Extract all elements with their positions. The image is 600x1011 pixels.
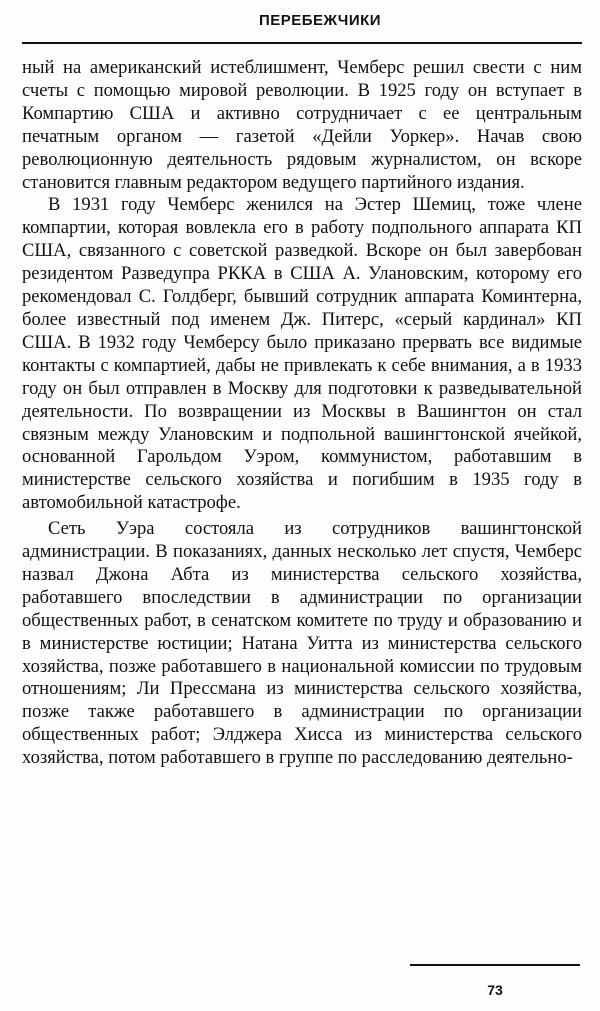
running-head: ПЕРЕБЕЖЧИКИ: [258, 12, 382, 29]
paragraph-chambers-recruitment: В 1931 году Чемберс женился на Эстер Шемиц, тоже члене компартии, которая вовлекла его в работу подпольного аппарата КП США, связанного с советской разведкой. Вскоре он был завербован резидентом Разведупра РККА в США А. Улановским, которому его рекомендовал С. Голдберг, бывший сотрудник аппарата Коминтерна, более известный под именем Дж. Питерс, «серый кардинал» КП США. В 1932 году Чемберсу было приказано прервать все видимые контакты с компартией, дабы не привлекать к себе внимания, а в 1933 году он был отправлен в Москву для подготовки к разведывательной деятельности. По возвращении из Москвы в Вашингтон он стал связным между Улановским и подпольной вашингтонской ячейкой, основанной Гарольдом Уэром, коммунистом, работавшим в министерстве сельского хозяйства и погибшим в 1935 году в автомобильной катастрофе.: [22, 194, 582, 514]
footer-rule: [410, 964, 580, 966]
paragraph-continued: ный на американский истеблишмент, Чемберс решил свести с ним счеты с помощью мировой революции. В 1925 году он вступает в Компартию США и активно сотрудничает с ее центральным печатным органом — газетой «Дейли Уоркер». Начав свою революционную деятельность рядовым журналистом, он вскоре становится главным редактором ведущего партийного издания.: [22, 57, 582, 193]
page-number: 73: [487, 982, 503, 998]
body-text: [22, 57, 582, 770]
paragraph-ware-network: Сеть Уэра состояла из сотрудников вашингтонской администрации. В показаниях, данных несколько лет спустя, Чемберс назвал Джона Абта из министерства сельского хозяйства, работавшего впоследствии в администрации по организации общественных работ, в сенатском комитете по труду и образованию и в министерстве юстиции; Натана Уитта из министерства сельского хозяйства, позже работавшего в национальной комиссии по трудовым отношениям; Ли Прессмана из министерства сельского хозяйства, позже также работавшего в администрации по организации общественных работ; Элджера Хисса из министерства сельского хозяйства, потом работавшего в группе по расследованию деятельно-: [22, 518, 582, 769]
header-rule: [22, 42, 582, 44]
